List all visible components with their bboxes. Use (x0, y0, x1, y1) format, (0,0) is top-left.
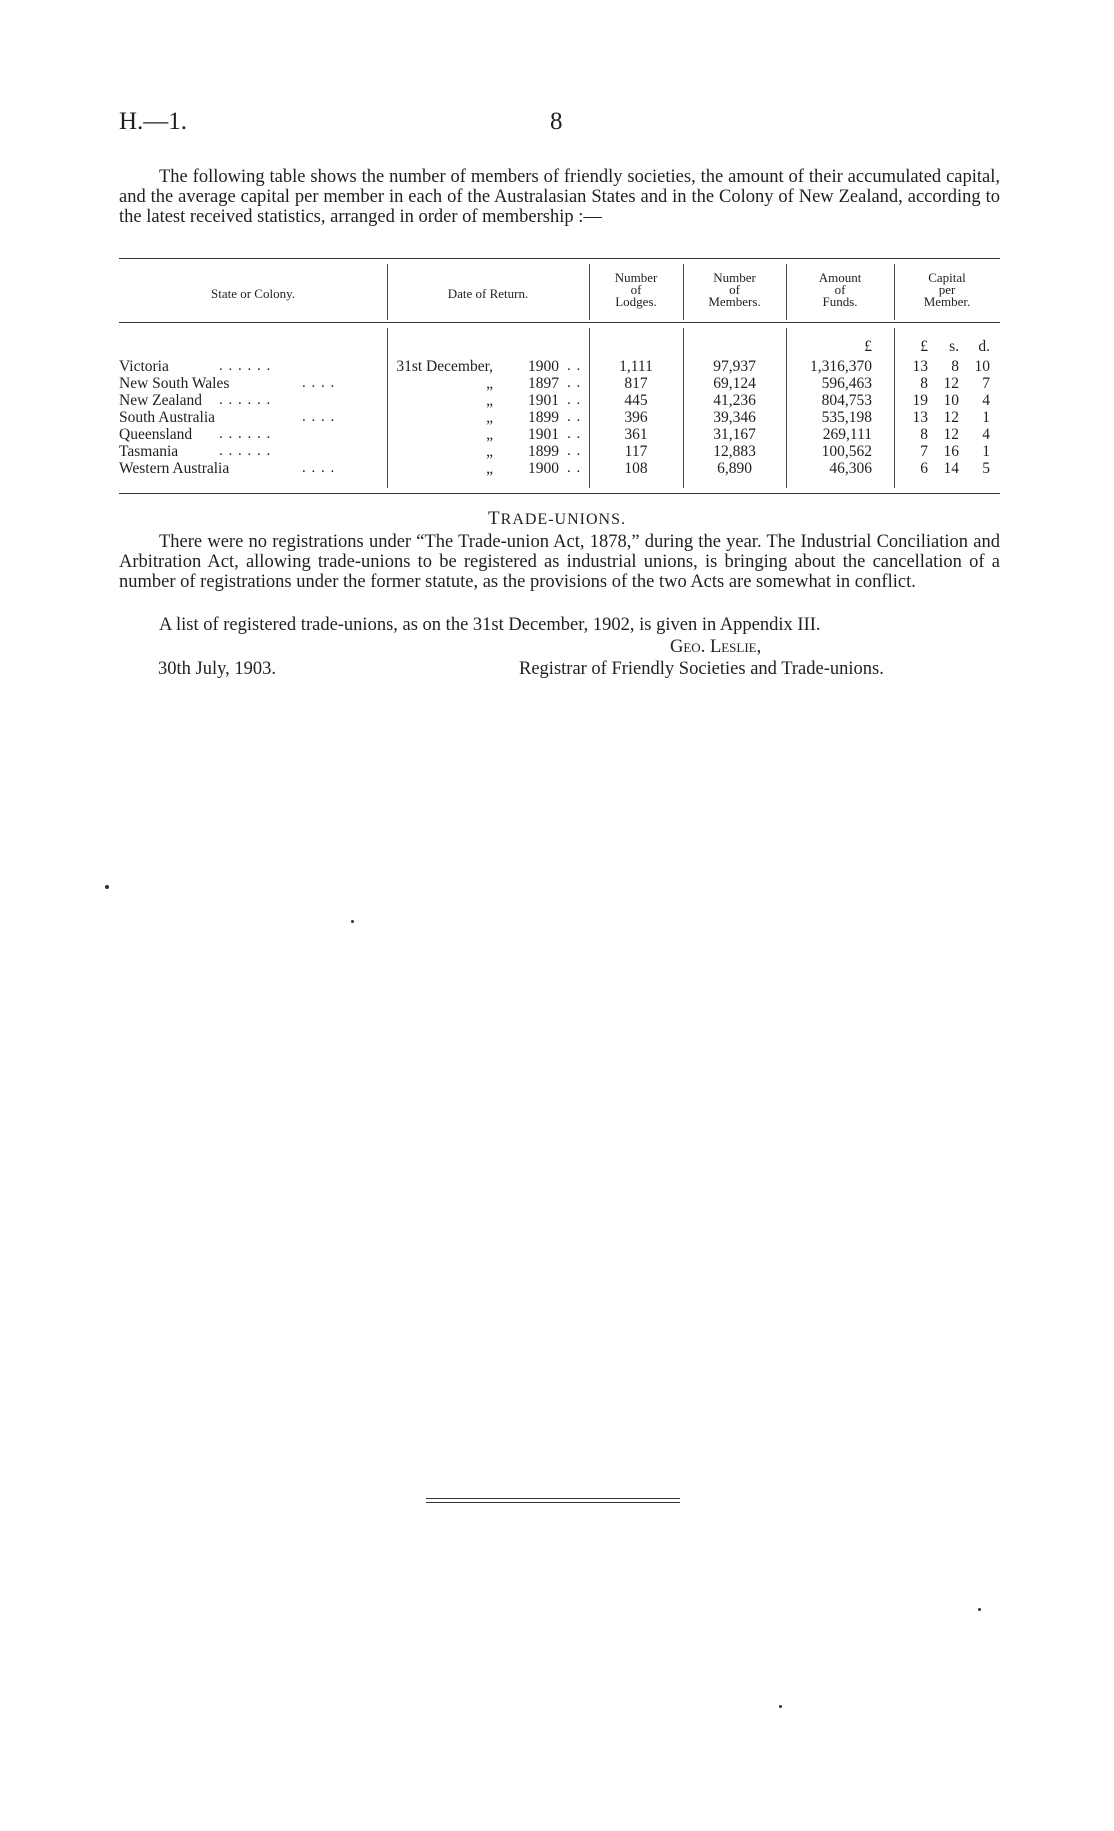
row-capital-pounds: 6 (920, 460, 928, 477)
leader-dots: . . (567, 409, 582, 425)
header-members: Number of Members. (708, 270, 761, 309)
row-capital-shillings: 12 (943, 375, 959, 392)
row-year: 1901 (528, 392, 559, 409)
row-year: 1897 (528, 375, 559, 392)
row-members: 97,937 (713, 358, 756, 375)
row-capital-pence: 10 (974, 358, 990, 375)
row-date-prefix: „ (486, 409, 493, 426)
leader-dots: . . (567, 375, 582, 391)
leader-dots: . . . . (302, 460, 336, 476)
row-members: 69,124 (713, 375, 756, 392)
row-lodges: 396 (624, 409, 648, 426)
page-number: 8 (550, 108, 563, 135)
row-capital-pounds: 7 (920, 443, 928, 460)
funds-unit: £ (864, 338, 872, 355)
leader-dots: . . . . . . (219, 426, 272, 442)
row-funds: 1,316,370 (810, 358, 872, 375)
row-state: Tasmania (119, 443, 179, 460)
scan-speck (978, 1608, 981, 1611)
row-capital-pence: 5 (982, 460, 990, 477)
row-lodges: 445 (624, 392, 648, 409)
leader-dots: . . (567, 443, 582, 459)
row-lodges: 817 (624, 375, 648, 392)
paragraph-appendix: A list of registered trade-unions, as on the 31st December, 1902, is given in Appendix III. (159, 615, 821, 635)
table-header-rule (119, 322, 1000, 323)
scan-speck (779, 1705, 782, 1708)
row-year: 1900 (528, 358, 559, 375)
capital-unit-pence: d. (978, 338, 990, 355)
leader-dots: . . (567, 426, 582, 442)
row-capital-shillings: 16 (943, 443, 959, 460)
friendly-societies-table (119, 258, 1000, 498)
leader-dots: . . (567, 358, 582, 374)
row-members: 6,890 (717, 460, 752, 477)
row-date-prefix: „ (486, 375, 493, 392)
row-capital-pence: 4 (982, 426, 990, 443)
row-lodges: 1,111 (619, 358, 653, 375)
signatory-name: Geo. Leslie, (670, 637, 762, 657)
row-state: New Zealand (119, 392, 203, 409)
leader-dots: . . (567, 392, 582, 408)
paragraph-registrations: There were no registrations under “The Trade-union Act, 1878,” during the year. The Industrial Conciliation and Arbitration Act, allowing trade-unions to be registered as industrial unions, is bringing about the cancellation of a number of registrations under the former statute, as the provisions of the two Acts are somewhat in conflict. (119, 532, 1000, 592)
table-top-rule (119, 258, 1000, 259)
row-capital-pounds: 19 (912, 392, 928, 409)
row-state: Queensland (119, 426, 193, 443)
section-title-trade-unions: TRADE-UNIONS. (488, 508, 626, 529)
row-members: 39,346 (713, 409, 756, 426)
row-capital-pence: 1 (982, 443, 990, 460)
capital-unit-shillings: s. (949, 338, 959, 355)
row-funds: 596,463 (821, 375, 872, 392)
end-rule (426, 1502, 680, 1503)
intro-paragraph: The following table shows the number of members of friendly societies, the amount of their accumulated capital, and the average capital per member in each of the Australasian States and in the Colony of New Zealand, according to the latest received statistics, arranged in order of membership :— (119, 167, 1000, 227)
header-state: State or Colony. (210, 286, 295, 301)
signatory-title: Registrar of Friendly Societies and Trade-unions. (519, 659, 884, 679)
row-capital-pence: 7 (982, 375, 990, 392)
row-funds: 804,753 (821, 392, 872, 409)
column-separator (894, 328, 895, 488)
row-capital-shillings: 12 (943, 409, 959, 426)
row-lodges: 117 (624, 443, 648, 460)
row-state: South Australia (119, 409, 216, 426)
row-date-prefix: „ (486, 460, 493, 477)
row-date-prefix: „ (486, 392, 493, 409)
table-bottom-rule (119, 493, 1000, 494)
row-funds: 100,562 (821, 443, 872, 460)
row-year: 1900 (528, 460, 559, 477)
row-date-prefix: „ (486, 426, 493, 443)
row-capital-shillings: 10 (943, 392, 959, 409)
row-capital-shillings: 12 (943, 426, 959, 443)
row-state: New South Wales (119, 375, 230, 392)
capital-unit-pounds: £ (920, 338, 928, 355)
row-capital-pounds: 8 (920, 426, 928, 443)
leader-dots: . . (567, 460, 582, 476)
row-year: 1899 (528, 443, 559, 460)
header-lodges: Number of Lodges. (614, 270, 658, 309)
row-state: Western Australia (119, 460, 230, 477)
header-funds: Amount of Funds. (818, 270, 862, 309)
row-year: 1901 (528, 426, 559, 443)
row-state: Victoria (119, 358, 169, 375)
page-reference: H.—1. (119, 108, 188, 135)
row-funds: 46,306 (829, 460, 872, 477)
scan-speck (351, 920, 354, 923)
leader-dots: . . . . (302, 375, 336, 391)
row-funds: 269,111 (822, 426, 872, 443)
header-capital: Capital per Member. (923, 270, 971, 309)
scan-speck (105, 885, 109, 889)
header-date: Date of Return. (447, 286, 529, 301)
row-lodges: 361 (624, 426, 648, 443)
leader-dots: . . . . (302, 409, 336, 425)
row-capital-shillings: 8 (951, 358, 959, 375)
row-date-prefix: 31st December, (396, 358, 493, 375)
row-capital-pence: 1 (982, 409, 990, 426)
row-capital-pounds: 13 (912, 409, 928, 426)
leader-dots: . . . . . . (219, 392, 272, 408)
row-lodges: 108 (624, 460, 648, 477)
row-funds: 535,198 (821, 409, 872, 426)
row-capital-pence: 4 (982, 392, 990, 409)
leader-dots: . . . . . . (219, 443, 272, 459)
row-capital-pounds: 13 (912, 358, 928, 375)
leader-dots: . . . . . . (219, 358, 272, 374)
row-members: 12,883 (713, 443, 756, 460)
row-members: 31,167 (713, 426, 756, 443)
row-members: 41,236 (713, 392, 756, 409)
row-year: 1899 (528, 409, 559, 426)
row-date-prefix: „ (486, 443, 493, 460)
row-capital-shillings: 14 (943, 460, 959, 477)
row-capital-pounds: 8 (920, 375, 928, 392)
end-rule (426, 1498, 680, 1499)
signature-date: 30th July, 1903. (158, 659, 277, 679)
